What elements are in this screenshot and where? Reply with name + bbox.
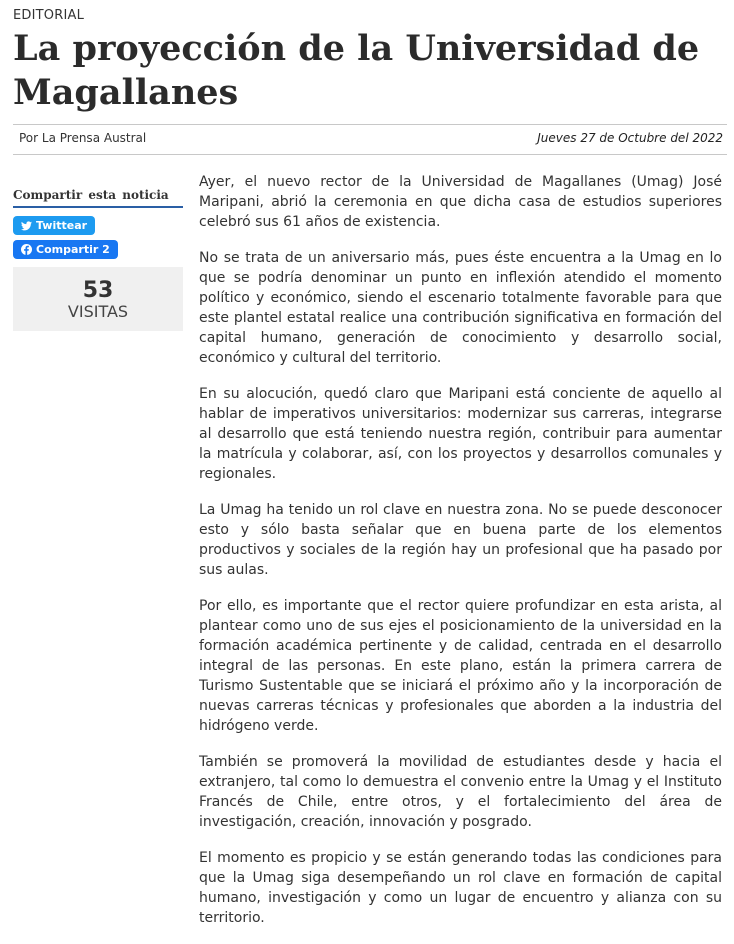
publication-date: Jueves 27 de Octubre del 2022 — [537, 131, 723, 145]
article-paragraph: La Umag ha tenido un rol clave en nuestra zona. No se puede desconocer esto y sólo basta señalar que en buena parte de los elementos productivos y sociales de la región hay un profesional que ha pasado por sus aulas. — [199, 502, 722, 578]
article-body — [199, 172, 722, 944]
share-sidebar — [13, 188, 183, 331]
article-paragraph: Ayer, el nuevo rector de la Universidad de Magallanes (Umag) José Maripani, abrió la ceremonia en que dicha casa de estudios superiores celebró sus 61 años de existencia. — [199, 174, 722, 230]
facebook-share-button[interactable] — [13, 240, 118, 259]
section-label: EDITORIAL — [13, 8, 85, 23]
visits-count: 53 — [82, 278, 114, 303]
twitter-share-button[interactable] — [13, 216, 95, 235]
facebook-button-label: Compartir 2 — [36, 243, 110, 256]
article-paragraph: No se trata de un aniversario más, pues éste encuentra a la Umag en lo que se podría denominar un punto en inflexión atendido el momento político y económico, siendo el escenario totalmente favorable para que este plantel estatal realice una contribución significativa en formación del capital humano, generación de conocimiento y desarrollo social, económico y cultural del territorio. — [199, 250, 722, 366]
twitter-bird-icon — [21, 221, 32, 231]
article-paragraph: En su alocución, quedó claro que Maripani está conciente de aquello al hablar de imperativos universitarios: modernizar sus carreras, integrarse al desarrollo que está teniendo nuestra región, contribuir para aumentar la matrícula y colaborar, así, con los proyectos y desarrollos comunales y regionales. — [199, 386, 722, 482]
article-paragraph: También se promoverá la movilidad de estudiantes desde y hacia el extranjero, tal como lo demuestra el convenio entre la Umag y el Instituto Francés de Chile, entre otros, y el fortalecimiento del área de investigación, creación, innovación y posgrado. — [199, 754, 722, 830]
article-title: La proyección de la Universidad de Magallanes — [13, 28, 700, 113]
visits-label: VISITAS — [67, 302, 129, 321]
facebook-icon — [21, 244, 32, 255]
visits-box — [13, 267, 183, 331]
twitter-button-label: Twittear — [36, 219, 88, 232]
article-paragraph: El momento es propicio y se están generando todas las condiciones para que la Umag siga desempeñando un rol clave en formación de capital humano, investigación y como un lugar de encuentro y alianza con su territorio. — [199, 850, 722, 926]
share-title: Compartir esta noticia — [13, 188, 183, 208]
byline-author: Por La Prensa Austral — [19, 131, 147, 145]
byline-bar — [13, 124, 727, 155]
article-paragraph: Por ello, es importante que el rector quiere profundizar en esta arista, al plantear como uno de sus ejes el posicionamiento de la universidad en la formación académica pertinente y de calidad, centrada en el desarrollo integral de las personas. En este plano, están la primera carrera de Turismo Sustentable que se iniciará el próximo año y la incorporación de nuevas carreras técnicas y profesionales que aborden a la industria del hidrógeno verde. — [199, 598, 722, 734]
